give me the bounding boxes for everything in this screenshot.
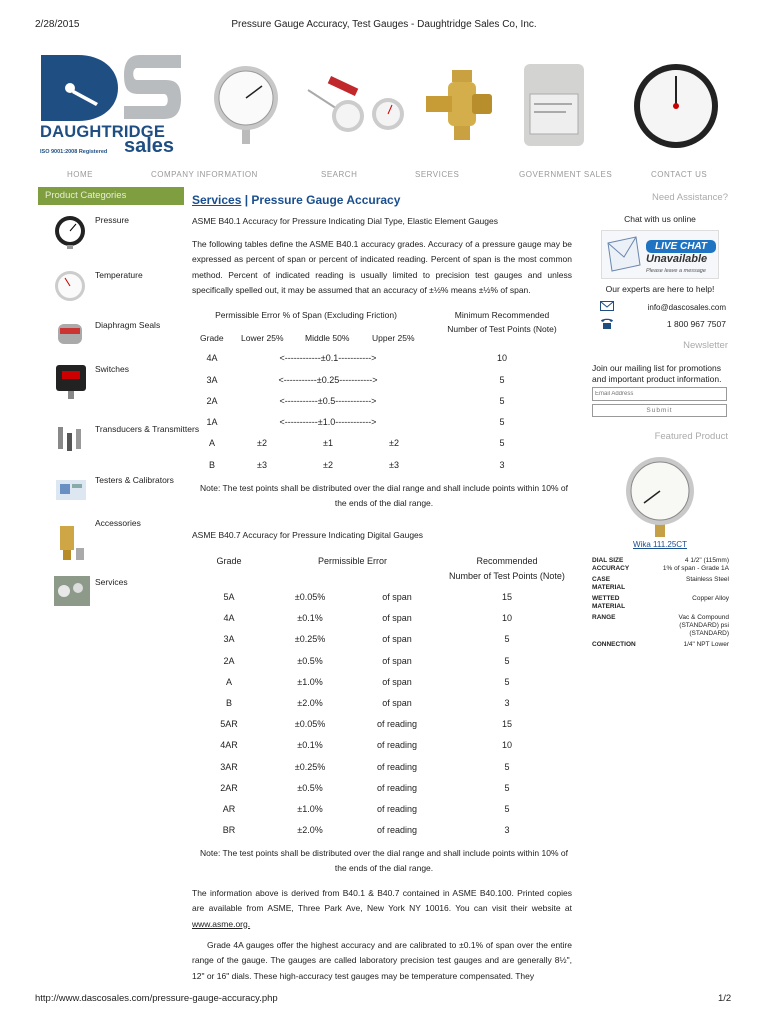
t1-grade: 4A — [206, 353, 218, 363]
t2-basis: of span — [382, 698, 412, 708]
t2-points: 3 — [504, 698, 510, 708]
t1-middle: ±2 — [323, 460, 333, 470]
accessory-icon[interactable] — [54, 524, 86, 556]
table2-col-grade: Grade — [216, 556, 242, 566]
logo-wordmark: DAUGHTRIDGE — [40, 123, 166, 141]
t1-points: 5 — [499, 417, 505, 427]
table2-note: Note: The test points shall be distributed over the dial range and shall include points within 10% of the ends of the dial range. — [200, 848, 568, 874]
t1-points: 10 — [496, 353, 507, 363]
t2-points: 10 — [501, 740, 512, 751]
t2-grade: 3A — [223, 634, 235, 645]
t1-lower: ±2 — [257, 438, 267, 448]
table1-col-middle: Middle 50% — [305, 333, 350, 343]
t2-error: ±0.1% — [297, 740, 323, 751]
chat-leave-message: Please leave a message — [646, 268, 706, 274]
spec-value: 1% of span - Grade 1A — [662, 565, 729, 572]
contact-email[interactable]: info@dascosales.com — [647, 303, 726, 312]
print-title: Pressure Gauge Accuracy, Test Gauges - Daughtridge Sales Co, Inc. — [231, 19, 537, 30]
t1-span: <-----------±0.5------------> — [279, 396, 377, 406]
live-chat-badge: LIVE CHAT — [646, 240, 716, 253]
sidebar-item-testers[interactable]: Testers & Calibrators — [95, 475, 174, 485]
breadcrumb — [192, 193, 572, 207]
t2-error: ±2.0% — [297, 825, 323, 836]
header-valve-image — [426, 70, 498, 144]
spec-value: Stainless Steel — [686, 576, 729, 583]
t2-basis: of span — [382, 634, 412, 645]
header-recorder-image — [522, 64, 586, 148]
t2-grade: AR — [222, 804, 236, 814]
phone-icon — [600, 318, 614, 329]
t1-points: 5 — [499, 438, 505, 448]
company-logo[interactable] — [40, 55, 186, 159]
print-date: 2/28/2015 — [35, 19, 80, 30]
nav-home[interactable]: HOME — [67, 170, 93, 179]
contact-phone[interactable]: 1 800 967 7507 — [666, 319, 726, 329]
page-title: Pressure Gauge Accuracy — [251, 193, 401, 207]
t1-grade: 2A — [206, 396, 218, 406]
featured-specs-table — [592, 557, 729, 649]
t1-upper: ±3 — [389, 460, 399, 470]
t2-points: 3 — [504, 825, 510, 836]
t2-grade: 2AR — [220, 782, 238, 793]
table1-note: Note: The test points shall be distributed over the dial range and shall include points within 10% of the ends of the dial range. — [200, 483, 568, 509]
spec-key: CASE MATERIAL — [592, 576, 626, 591]
t2-basis: of reading — [376, 804, 418, 814]
table2-col-recommended-2: Number of Test Points (Note) — [449, 571, 565, 581]
source-text: The information above is derived from B40.1 & B40.7 contained in ASME B40.100. Printed copies are available from ASME, Three Park Ave, New York NY 10016. You can visit their website at — [192, 888, 572, 914]
services-icon[interactable] — [54, 576, 90, 608]
t1-upper: ±2 — [389, 438, 399, 448]
asme-link[interactable]: www.asme.org. — [192, 918, 251, 929]
t2-grade: 5A — [223, 592, 235, 602]
nav-contact-us[interactable]: CONTACT US — [651, 170, 708, 179]
calibrator-icon[interactable] — [54, 474, 86, 506]
intro-paragraph: The following tables define the ASME B40.1 accuracy grades. Accuracy of a pressure gauge may be expressed as percent of span or percent of indicated reading. Percent of span is the most common method. Percent of indicated reading is usually limited to precision test gauges and unless specifically spelled out, it may be assumed that an accuracy of ±½% means ±½% of span. — [192, 239, 572, 295]
nav-company-information[interactable]: COMPANY INFORMATION — [151, 170, 258, 179]
pressure-gauge-icon[interactable] — [54, 215, 86, 247]
submit-button[interactable]: Submit — [592, 404, 727, 417]
spec-value: Copper Alloy — [692, 595, 729, 602]
footer-page: 1/2 — [718, 993, 732, 1004]
t1-grade: B — [208, 460, 215, 470]
t2-error: ±0.05% — [294, 719, 326, 730]
switch-icon[interactable] — [54, 363, 86, 395]
grade-paragraph: Grade 4A gauges offer the highest accuracy and are calibrated to ±0.1% of span over the entire range of the gauge. The gauges are called laboratory precision test gauges and are generally 8½", 12" or 16" dials. These high-accuracy test gauges may be temperature compensated. They — [192, 940, 572, 981]
logo-sales: sales — [124, 135, 175, 157]
t2-grade: BR — [222, 825, 236, 836]
footer-url: http://www.dascosales.com/pressure-gauge-accuracy.php — [35, 993, 278, 1004]
t1-grade: 3A — [206, 375, 218, 385]
source-paragraph — [192, 886, 572, 932]
t2-basis: of reading — [376, 782, 418, 793]
t2-error: ±0.05% — [294, 592, 326, 602]
t2-points: 5 — [504, 804, 510, 814]
t2-error: ±2.0% — [297, 698, 323, 708]
envelope-icon — [606, 235, 642, 273]
table1-min-header-2: Number of Test Points (Note) — [447, 324, 557, 334]
iso-badge: ISO 9001:2008 Registered — [40, 149, 108, 155]
t2-basis: of reading — [376, 825, 418, 836]
t1-points: 5 — [499, 396, 505, 406]
t1-points: 5 — [499, 375, 505, 385]
t2-basis: of reading — [376, 761, 418, 772]
t1-lower: ±3 — [257, 460, 267, 470]
t2-basis: of span — [382, 676, 412, 687]
sidebar-item-accessories[interactable]: Accessories — [95, 518, 141, 528]
t2-grade: 3AR — [220, 761, 238, 772]
t1-middle: ±1 — [323, 438, 333, 448]
product-categories-heading: Product Categories — [38, 187, 184, 205]
t2-points: 5 — [504, 676, 510, 687]
featured-product-link[interactable]: Wika 111.25CT — [633, 540, 687, 549]
spec-key: DIAL SIZE — [592, 557, 624, 564]
t1-span: <-----------±1.0------------> — [279, 417, 377, 427]
t2-error: ±0.5% — [297, 655, 323, 666]
t2-points: 5 — [504, 761, 510, 772]
table1-col-upper: Upper 25% — [372, 333, 415, 343]
spec-key: RANGE — [592, 614, 616, 621]
header-dial-gauge-image — [634, 62, 718, 152]
section2-title: ASME B40.7 Accuracy for Pressure Indicating Digital Gauges — [192, 530, 424, 540]
table2-col-recommended: Recommended — [476, 556, 538, 566]
t2-points: 5 — [504, 782, 510, 793]
t2-error: ±1.0% — [297, 676, 323, 687]
sidebar-item-temperature[interactable]: Temperature — [95, 270, 143, 280]
spec-key: WETTED MATERIAL — [592, 595, 626, 610]
section1-title: ASME B40.1 Accuracy for Pressure Indicating Dial Type, Elastic Element Gauges — [192, 216, 498, 226]
chat-unavailable: Unavailable — [646, 253, 708, 265]
t2-error: ±1.0% — [297, 804, 323, 814]
diaphragm-seal-icon[interactable] — [54, 320, 86, 352]
nav-government-sales[interactable]: GOVERNMENT SALES — [519, 170, 613, 179]
sidebar-item-services[interactable]: Services — [95, 577, 128, 587]
t2-basis: of span — [382, 592, 412, 602]
t1-grade: A — [208, 438, 215, 448]
t1-grade: 1A — [206, 417, 218, 427]
newsletter-text: Join our mailing list for promotions and important product information. — [592, 363, 722, 384]
t2-error: ±0.5% — [297, 782, 323, 793]
sidebar-item-diaphragm-seals[interactable]: Diaphragm Seals — [95, 320, 161, 330]
t1-points: 3 — [499, 460, 505, 470]
newsletter-heading: Newsletter — [683, 340, 728, 351]
experts-text: Our experts are here to help! — [605, 284, 715, 294]
header-gauge-image — [212, 64, 280, 148]
t2-basis: of reading — [376, 719, 418, 730]
table1-col-grade: Grade — [200, 333, 224, 343]
table1-min-header: Minimum Recommended — [454, 310, 550, 320]
t2-basis: of span — [382, 613, 412, 624]
spec-key: CONNECTION — [592, 641, 636, 648]
spec-value: 1/4" NPT Lower — [683, 641, 729, 648]
mail-icon — [600, 301, 614, 311]
t2-points: 5 — [504, 634, 510, 645]
table2-col-error: Permissible Error — [317, 556, 387, 566]
header-thermometer-image — [304, 74, 406, 138]
spec-value: Vac & Compound (STANDARD) psi (STANDARD) — [678, 614, 729, 637]
t2-grade: 4AR — [220, 740, 238, 751]
t2-grade: 2A — [223, 655, 235, 666]
t2-grade: B — [225, 698, 232, 708]
transducer-icon[interactable] — [54, 423, 86, 455]
spec-key: ACCURACY — [592, 565, 630, 572]
sidebar-item-transducers[interactable]: Transducers & Transmitters — [95, 424, 200, 434]
breadcrumb-services-link[interactable]: Services — [192, 193, 242, 207]
table1-col-lower: Lower 25% — [241, 333, 284, 343]
t2-error: ±0.1% — [297, 613, 323, 624]
sidebar-item-pressure[interactable]: Pressure — [95, 215, 130, 225]
t2-points: 5 — [504, 655, 510, 666]
newsletter-email-input[interactable] — [592, 387, 727, 401]
need-assistance-heading: Need Assistance? — [651, 192, 728, 203]
nav-search[interactable]: SEARCH — [321, 170, 358, 179]
spec-value: 4 1/2" (115mm) — [684, 557, 729, 564]
thermometer-icon[interactable] — [54, 270, 86, 302]
live-chat-button[interactable] — [601, 230, 719, 279]
sidebar-item-switches[interactable]: Switches — [95, 364, 130, 374]
t2-grade: A — [225, 676, 232, 687]
t2-basis: of reading — [376, 740, 418, 751]
t2-points: 10 — [501, 613, 512, 624]
table1-error-header: Permissible Error % of Span (Excluding Friction) — [215, 310, 397, 320]
chat-label: Chat with us online — [624, 214, 696, 224]
t2-grade: 4A — [223, 613, 235, 624]
t2-basis: of span — [382, 655, 412, 666]
t2-points: 15 — [501, 719, 512, 730]
nav-services[interactable]: SERVICES — [415, 170, 460, 179]
featured-product-image[interactable] — [622, 455, 698, 541]
t1-span: <-----------±0.25-----------> — [278, 375, 378, 385]
t2-error: ±0.25% — [294, 634, 326, 645]
breadcrumb-separator: | — [241, 193, 252, 207]
featured-product-heading: Featured Product — [654, 431, 728, 442]
t1-span: <------------±0.1-----------> — [279, 353, 377, 363]
t2-points: 15 — [501, 592, 512, 602]
t2-grade: 5AR — [220, 719, 238, 730]
t2-error: ±0.25% — [294, 761, 326, 772]
